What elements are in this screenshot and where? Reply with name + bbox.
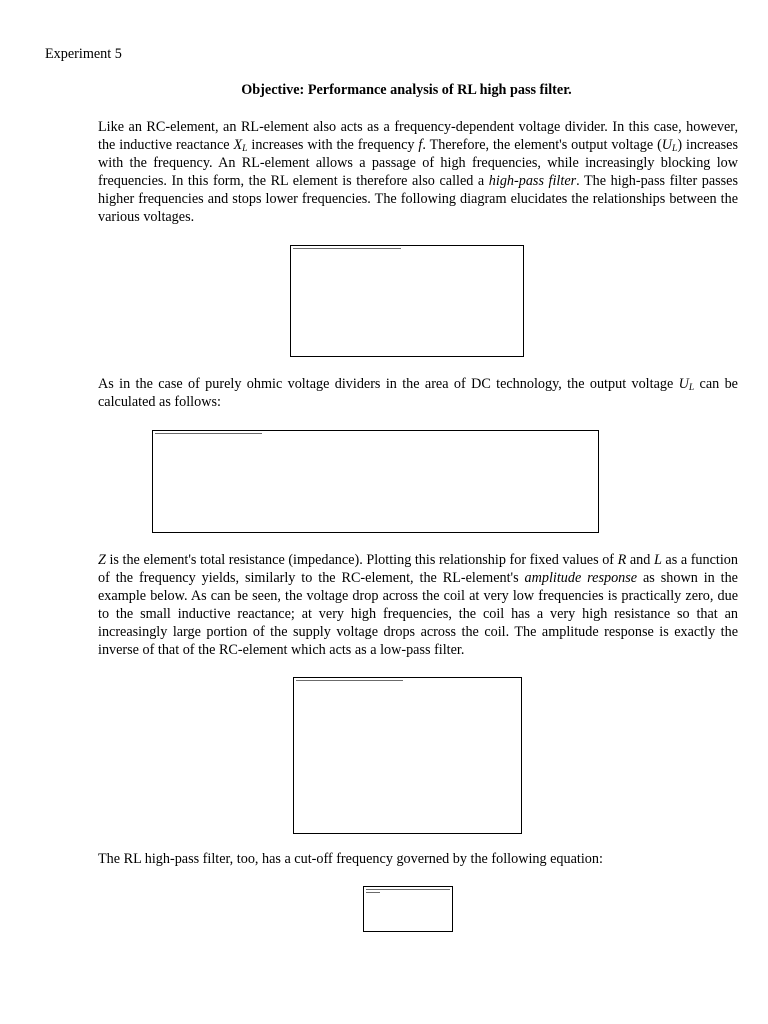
high-pass-filter-term: high-pass filter — [488, 172, 577, 189]
impedance-symbol: Z — [98, 552, 106, 568]
amplitude-response-figure — [293, 677, 522, 834]
impedance-paragraph: Z is the element's total resistance (impedance). Plotting this relationship for fixed values of R and L as a function of the frequency yields, similarly to the RC-element, the RL-element's amplitude response as shown in the example below. As can be seen, the voltage drop across the coil at very low frequencies is practically zero, due to the small inductive reactance; at very high frequencies, the coil has a very high resistance so that an increasingly large portion of the supply voltage drops across the coil. The amplitude response is exactly the inverse of that of the RC-element which acts as a low-pass filter. — [98, 552, 738, 658]
resistance-symbol: R — [617, 552, 627, 568]
intro-paragraph: Like an RC-element, an RL-element also acts as a frequency-dependent voltage divider. In this case, however, the inductive reactance $X_L$ increases with the frequency f. Therefore, the element's output voltage $(U_L)$ increases with the frequency. An RL-element allows a passage of high frequencies, while increasingly blocking low frequencies. In this form, the RL element is therefore also called a high-pass filter. The high-pass filter passes higher frequencies and stops lower frequencies. The following diagram elucidates the relationships between the various voltages. — [98, 119, 738, 225]
output-voltage-equation-figure — [152, 430, 599, 533]
cutoff-frequency-paragraph: The RL high-pass filter, too, has a cut-off frequency governed by the following equation: — [98, 851, 603, 867]
figure-placeholder-line — [296, 680, 403, 681]
figure-placeholder-line — [366, 892, 380, 893]
output-voltage-symbol: $U_L$ — [661, 136, 678, 154]
frequency-symbol: f — [418, 136, 423, 153]
cutoff-frequency-equation-figure — [363, 886, 453, 932]
voltage-diagram-figure — [290, 245, 524, 357]
figure-placeholder-line — [293, 248, 401, 249]
page-header: Experiment 5 — [45, 46, 122, 62]
figure-placeholder-line — [155, 433, 262, 434]
reactance-symbol: $X_L$ — [233, 136, 248, 154]
figure-placeholder-line — [366, 889, 450, 890]
amplitude-response-term: amplitude response — [524, 569, 638, 586]
inductance-symbol: L — [653, 552, 662, 568]
objective-title: Objective: Performance analysis of RL high pass filter. — [241, 82, 572, 98]
output-voltage-symbol: $U_L$ — [678, 376, 695, 393]
voltage-divider-paragraph: As in the case of purely ohmic voltage dividers in the area of DC technology, the output voltage $U_L$ can be calculated as follows: — [98, 376, 738, 410]
